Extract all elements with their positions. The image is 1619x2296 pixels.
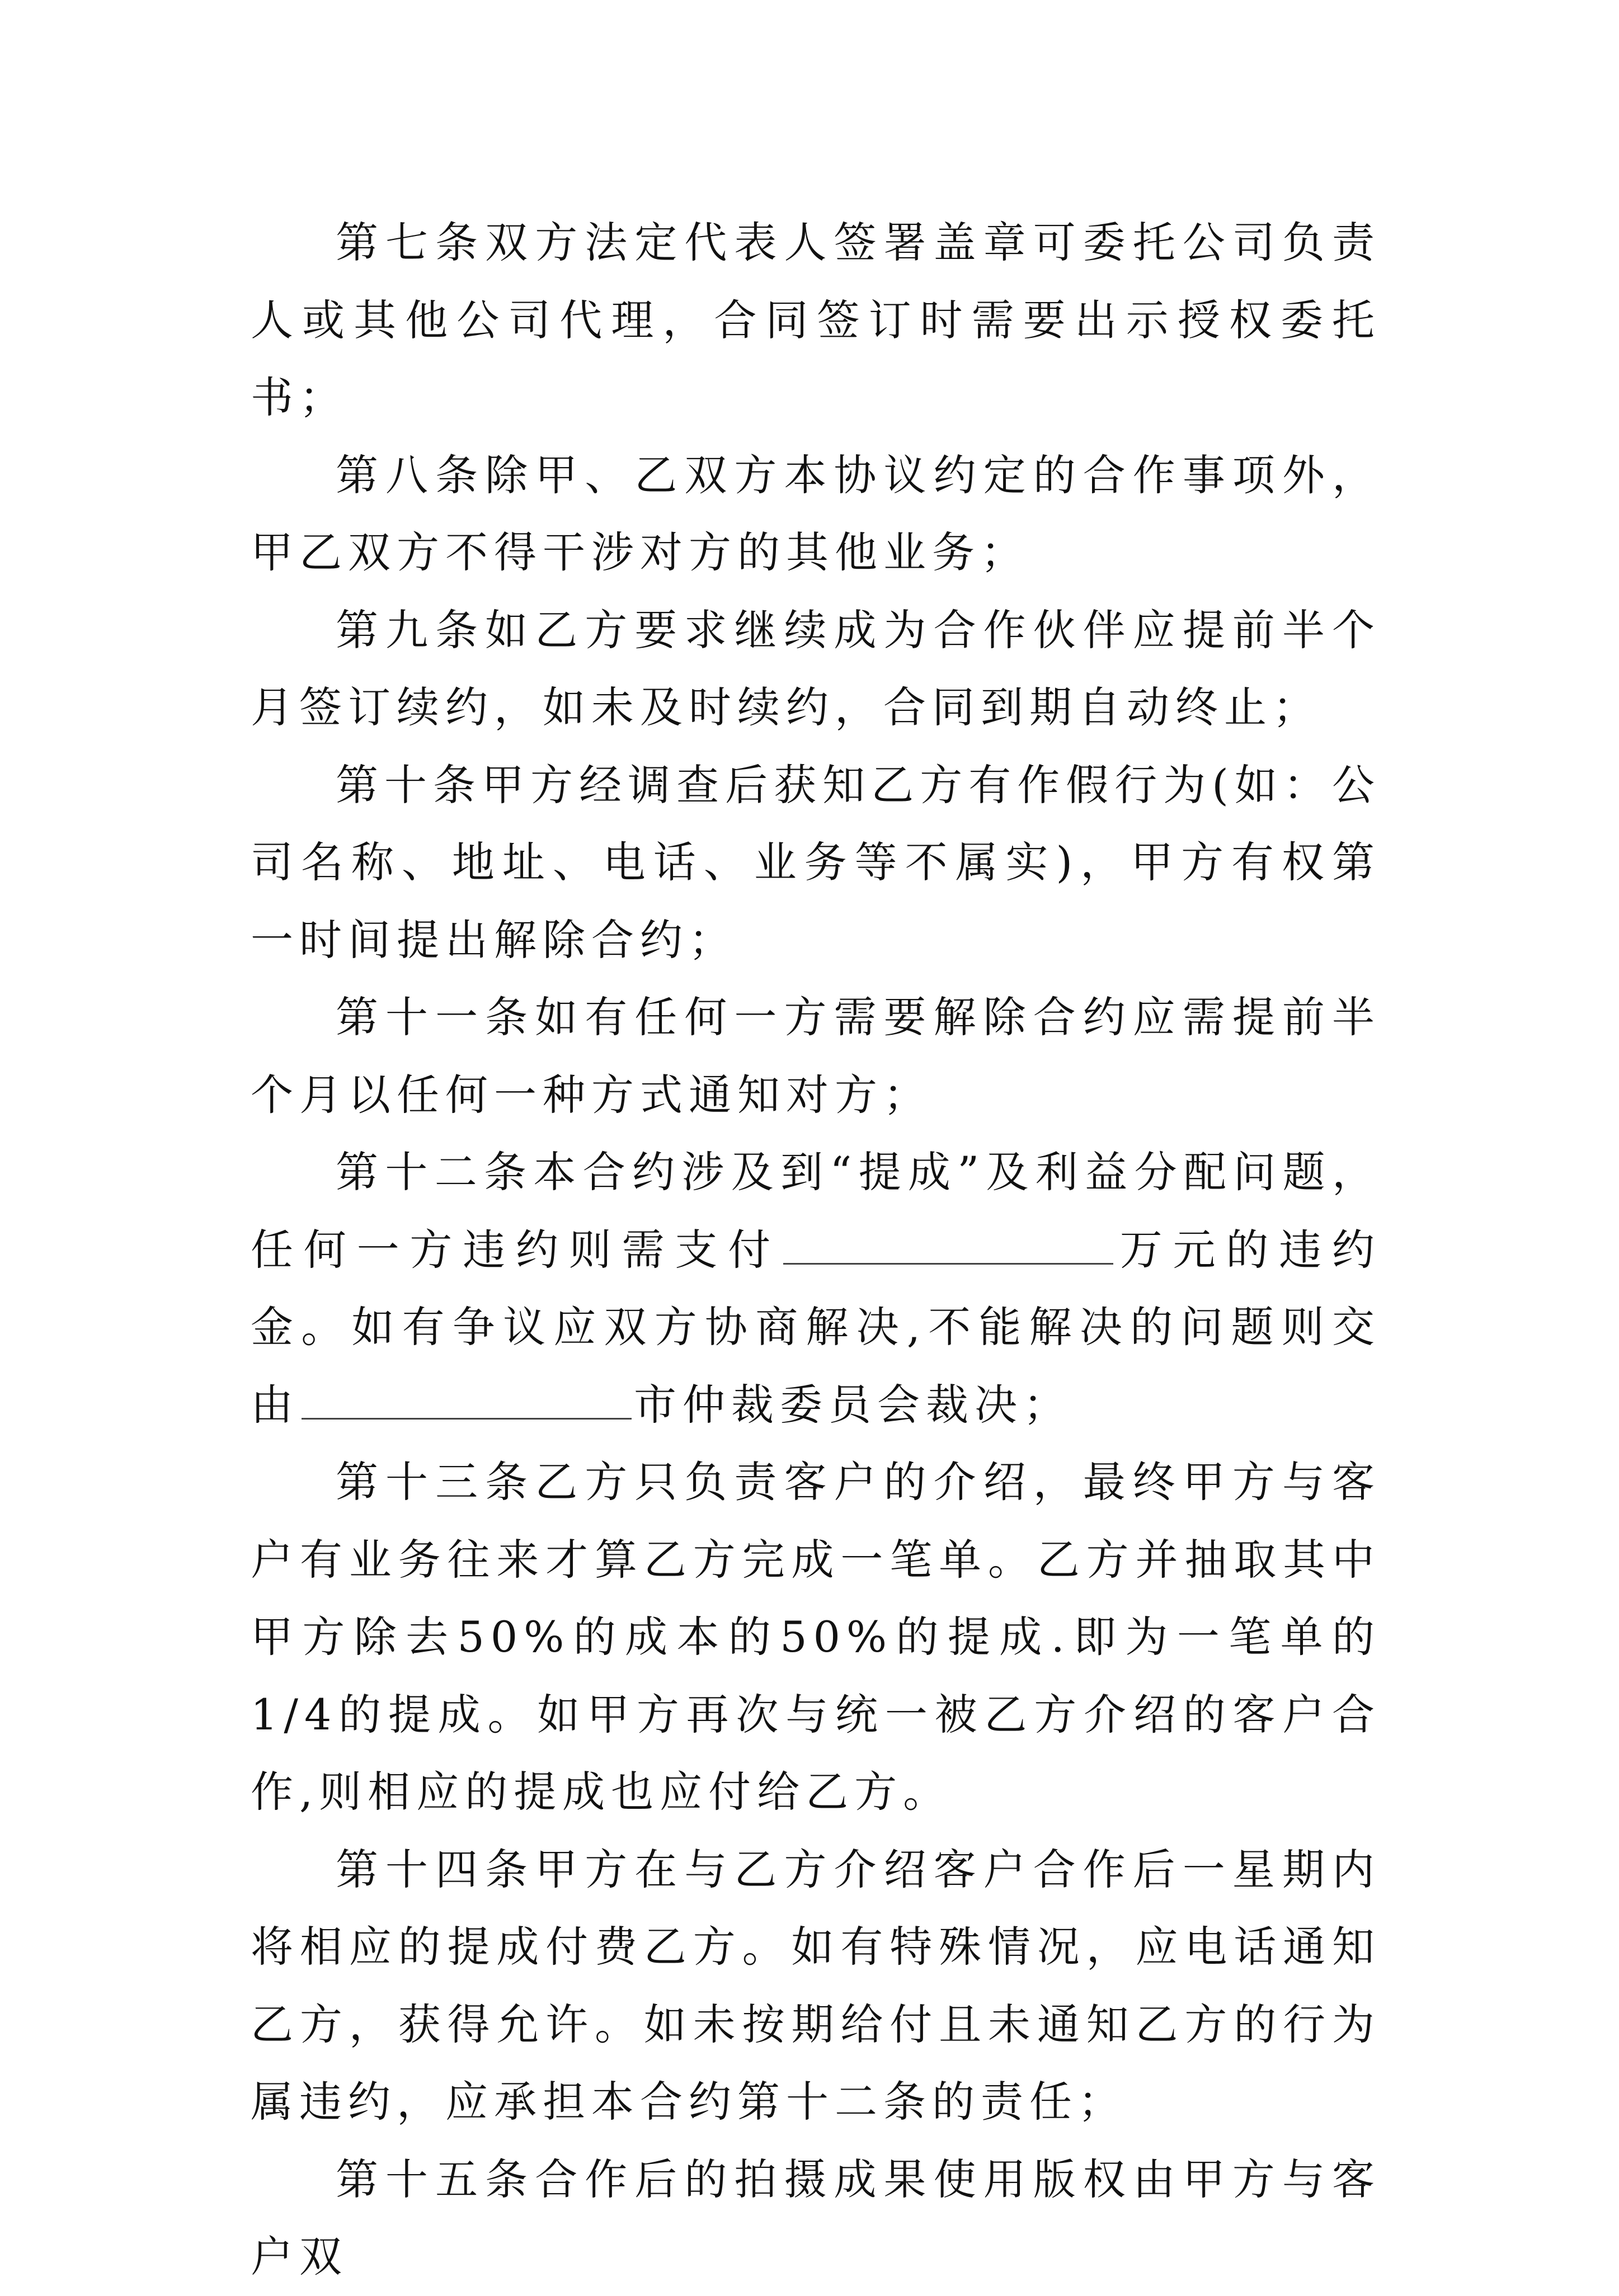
clause-9: 第九条如乙方要求继续成为合作伙伴应提前半个月签订续约，如未及时续约，合同到期自动终止； bbox=[251, 605, 1381, 732]
clause-15: 第十五条合作后的拍摄成果使用版权由甲方与客户双 bbox=[251, 2154, 1381, 2281]
clause-11: 第十一条如有任何一方需要解除合约应需提前半个月以任何一种方式通知对方； bbox=[251, 992, 1381, 1120]
arbitration-city-blank[interactable] bbox=[302, 1381, 632, 1420]
clause-13: 第十三条乙方只负责客户的介绍，最终甲方与客户有业务往来才算乙方完成一笔单。乙方并抽取其中甲方除去50%的成本的50%的提成.即为一笔单的1/4的提成。如甲方再次与统一被乙方介绍的客户合作,则相应的提成也应付给乙方。 bbox=[251, 1457, 1381, 1817]
clause-12-part-1: 第十二条本合约涉及到“提成”及利益分配问题，任何一方违约则需支付 bbox=[251, 1147, 1381, 1275]
clause-14: 第十四条甲方在与乙方介绍客户合作后一星期内将相应的提成付费乙方。如有特殊情况，应电话通知乙方，获得允许。如未按期给付且未通知乙方的行为属违约，应承担本合约第十二条的责任； bbox=[251, 1844, 1381, 2127]
clause-12 bbox=[251, 1134, 1381, 1444]
clause-12-part-3: 市仲裁委员会裁决； bbox=[634, 1379, 1072, 1430]
clause-10: 第十条甲方经调查后获知乙方有作假行为(如：公司名称、地址、电话、业务等不属实)，甲方有权第一时间提出解除合约； bbox=[251, 760, 1381, 965]
clause-7: 第七条双方法定代表人签署盖章可委托公司负责人或其他公司代理，合同签订时需要出示授权委托书； bbox=[251, 218, 1381, 422]
document-body bbox=[251, 204, 1381, 2296]
clause-12-part-2: 万元的违约金。如有争议应双方协商解决,不能解决的问题则交由 bbox=[251, 1224, 1381, 1430]
clause-8: 第八条除甲、乙双方本协议约定的合作事项外，甲乙双方不得干涉对方的其他业务； bbox=[251, 450, 1381, 577]
penalty-amount-blank[interactable] bbox=[783, 1226, 1113, 1265]
